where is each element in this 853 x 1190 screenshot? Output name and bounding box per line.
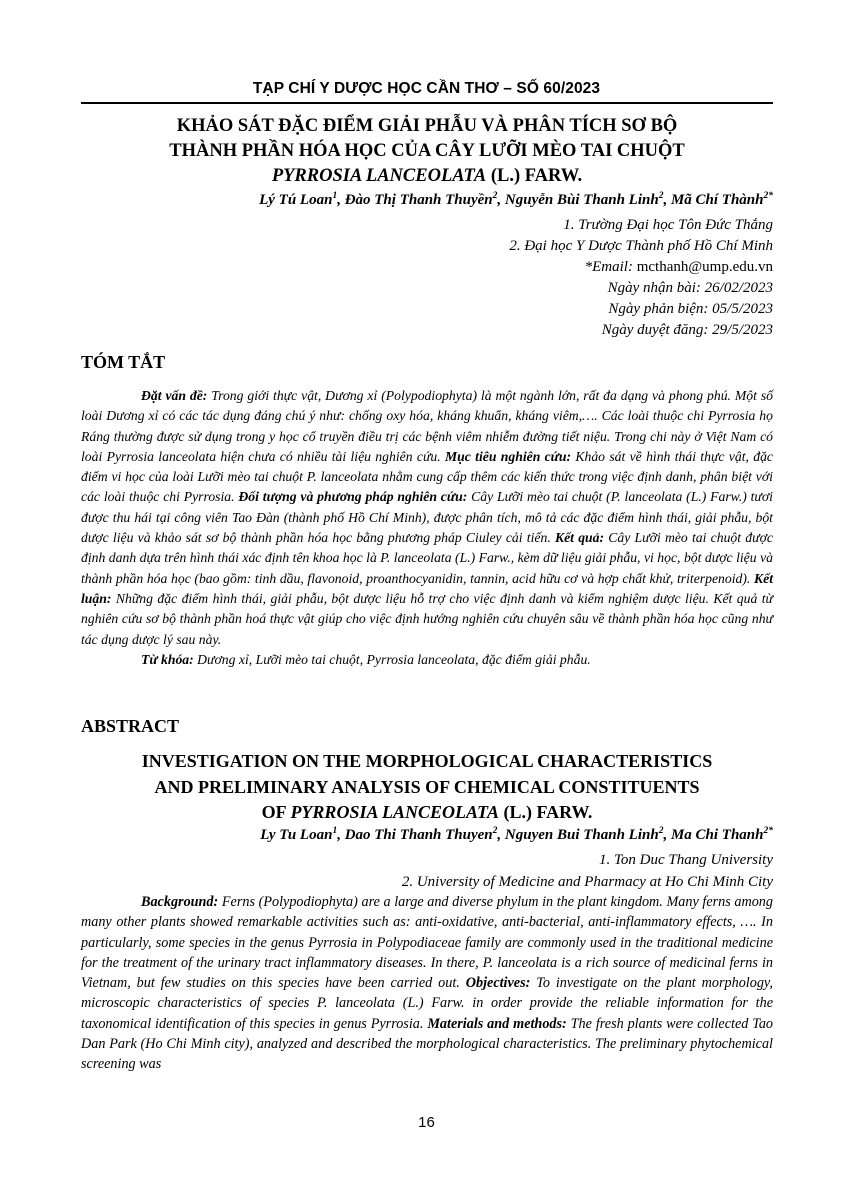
en-title — [81, 749, 773, 826]
label-objectives: Mục tiêu nghiên cứu: — [444, 448, 572, 464]
label-keywords: Từ khóa: — [141, 651, 194, 667]
en-title-line-3: OF PYRROSIA LANCEOLATA (L.) FARW. — [261, 802, 593, 822]
review-date: Ngày phản biện: 05/5/2023 — [608, 301, 773, 317]
label-background: Background: — [141, 894, 219, 910]
author: Ma Chi Thanh$^{2*}$ — [670, 826, 773, 843]
journal-header: TẠP CHÍ Y DƯỢC HỌC CẦN THƠ – SỐ 60/2023 — [252, 80, 601, 97]
email-link[interactable]: mcthanh@ump.edu.vn — [636, 259, 773, 275]
en-abstract — [81, 892, 773, 1075]
vn-title-line-3 — [81, 164, 773, 189]
en-title-line-1: INVESTIGATION ON THE MORPHOLOGICAL CHARACTERISTICS — [141, 751, 713, 771]
vn-affiliations — [81, 215, 773, 341]
vn-section-title: TÓM TẮT — [81, 352, 166, 372]
corresponding-email: *Email: mcthanh@ump.edu.vn — [584, 259, 773, 275]
en-title-line-2: AND PRELIMINARY ANALYSIS OF CHEMICAL CONSTITUENTS — [154, 776, 700, 797]
label-objectives: Objectives: — [465, 975, 531, 992]
label-results: Kết quả: — [554, 530, 605, 546]
vn-abstract — [81, 386, 773, 670]
author: Nguyen Bui Thanh Linh$^2$, — [504, 826, 671, 843]
affiliation-1: 1. Trường Đại học Tôn Đức Thắng — [563, 217, 773, 233]
affiliation-1: 1. Ton Duc Thang University — [598, 852, 773, 868]
header-rule — [81, 102, 773, 104]
en-abstract-body: Background: Ferns (Polypodiophyta) are a large and diverse phylum in the plant kingdom. Many ferns among many other plants showed remarkable activities such as: anti-oxidative, anti-bacterial, anti-inflammatory effects, …. In particularly, some species in the genus Pyrrosia in Polypodiaceae family are commonly used in the traditional medicine for the treatment of the urinary tract inflammatory diseases. In there, P. lanceolata is a rich source of medicinal ferns in Vietnam, but few studies on this species have been carried out. Objectives: To investigate on the plant morphology, microscopic characteristics of species P. lanceolata (L.) Farw. in order provide the reliable information for the taxonomical identification of this species in genus Pyrrosia. Materials and methods: The fresh plants were collected Tao Dan Park (Ho Chi Minh city), analyzed and described the morphological characteristics. The preliminary phytochemical screening was — [81, 894, 774, 1073]
en-title-species: PYRROSIA LANCEOLATA — [290, 802, 499, 822]
vn-title-authority: (L.) FARW. — [486, 166, 583, 186]
accepted-date: Ngày duyệt đăng: 29/5/2023 — [601, 322, 773, 338]
vn-title-line-1: KHẢO SÁT ĐẶC ĐIỂM GIẢI PHẪU VÀ PHÂN TÍCH SƠ BỘ — [176, 116, 678, 136]
en-affiliations — [81, 849, 773, 893]
en-authors — [81, 826, 773, 844]
vn-keywords: Từ khóa: Dương xỉ, Lưỡi mèo tai chuột, Pyrrosia lanceolata, đặc điểm giải phẫu. — [141, 651, 591, 667]
vn-abstract-body: Đặt vấn đề: Trong giới thực vật, Dương xỉ (Polypodiophyta) là một ngành lớn, rất đa dạng và phong phú. Một số loài Dương xỉ có các tác dụng đáng chú ý như: chống oxy hóa, kháng khuẩn, kháng viêm,…. Các loài thuộc chi Pyrrosia họ Ráng thường được sử dụng trong y học cổ truyền điều trị các bệnh viêm nhiễm đường tiết niệu. Trong chi này ở Việt Nam có loài Pyrrosia lanceolata hiện chưa có nhiều tài liệu nghiên cứu. Mục tiêu nghiên cứu: Khảo sát về hình thái thực vật, đặc điểm vi học của loài Lưỡi mèo tai chuột P. lanceolata nhằm cung cấp thêm các kiến thức trong việc định danh, phân biệt với các loài thuộc chi Pyrrosia. Đối tượng và phương pháp nghiên cứu: Cây Lưỡi mèo tai chuột (P. lanceolata (L.) Farw.) tươi được thu hái tại công viên Tao Đàn (thành phố Hồ Chí Minh), được phân tích, mô tả các đặc điểm hình thái, giải phẫu, bột dược liệu và khảo sát sơ bộ thành phần hóa học bằng phương pháp Ciuley cải tiến. Kết quả: Cây Lưỡi mèo tai chuột được định danh dựa trên hình thái xác định tên khoa học là P. lanceolata (L.) Farw., kèm dữ liệu giải phẫu, vi học, bột dược liệu và thành phần hóa học (bao gồm: tinh dầu, flavonoid, proanthocyanidin, tannin, acid hữu cơ và hợp chất khử, triterpenoid). Kết luận: Những đặc điểm hình thái, giải phẫu, bột dược liệu hỗ trợ cho việc định danh và kiểm nghiệm dược liệu. Kết quả từ nghiên cứu sơ bộ thành phần hoá thực vật giúp cho việc định hướng nghiên cứu chuyên sâu về thành phần hóa học cũng như tác dụng dược lý sau này. — [81, 388, 774, 647]
label-methods: Đối tượng và phương pháp nghiên cứu: — [238, 489, 468, 505]
label-methods: Materials and methods: — [427, 1015, 567, 1032]
vn-title-species: PYRROSIA LANCEOLATA — [271, 166, 487, 186]
author: Nguyễn Bùi Thanh Linh$^2$, — [504, 191, 671, 208]
author: Lý Tú Loan$^1$, — [259, 191, 345, 208]
en-section-title: ABSTRACT — [81, 716, 180, 736]
author: Mã Chí Thành$^{2*}$ — [670, 191, 773, 208]
label-background: Đặt vấn đề: — [141, 388, 208, 403]
author: Dao Thi Thanh Thuyen$^2$, — [344, 826, 505, 843]
author: Ly Tu Loan$^1$, — [260, 826, 345, 843]
label-conclusion: Kết luận: — [81, 570, 773, 606]
vn-authors — [81, 191, 773, 209]
vn-title-line-2: THÀNH PHẦN HÓA HỌC CỦA CÂY LƯỠI MÈO TAI CHUỘT — [169, 141, 685, 161]
vn-title — [81, 114, 773, 189]
affiliation-2: 2. University of Medicine and Pharmacy at Ho Chi Minh City — [401, 874, 773, 890]
page-number: 16 — [418, 1114, 435, 1131]
received-date: Ngày nhận bài: 26/02/2023 — [607, 280, 773, 296]
author: Đào Thị Thanh Thuyền$^2$, — [344, 191, 505, 208]
affiliation-2: 2. Đại học Y Dược Thành phố Hồ Chí Minh — [509, 238, 773, 254]
